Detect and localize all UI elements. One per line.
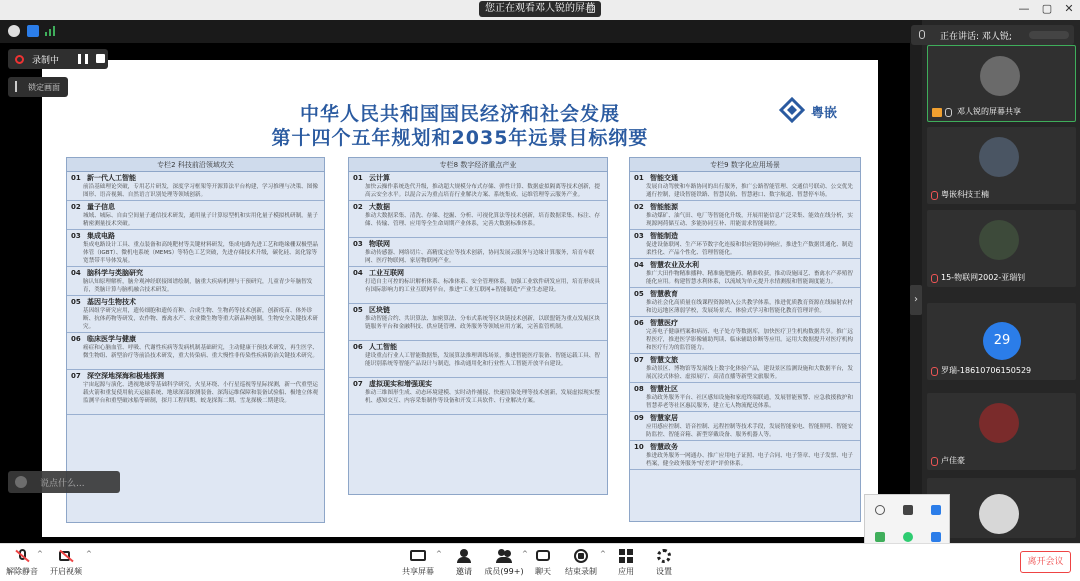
section-title-text: 物联网 xyxy=(369,240,390,248)
speaking-text: 正在讲话: 邓人锐; xyxy=(940,32,1012,42)
panel-section xyxy=(630,441,860,470)
view-options-icon[interactable] xyxy=(587,5,595,13)
section-title-text: 人工智能 xyxy=(369,343,397,351)
panel-section xyxy=(630,230,860,259)
mic-muted-icon xyxy=(931,274,938,283)
panel-section xyxy=(67,172,324,201)
section-number: 06 xyxy=(71,335,81,343)
section-title xyxy=(71,269,320,278)
section-title xyxy=(353,269,603,278)
stop-recording-label: 结束录制 xyxy=(565,567,597,576)
section-title-text: 智慧政务 xyxy=(650,443,678,451)
section-title-text: 智慧教育 xyxy=(650,290,678,298)
participant-tile[interactable] xyxy=(927,45,1076,122)
section-title xyxy=(634,319,856,328)
section-body: 宇宙起源与演化、透视地球等基础科学研究，火星环绕、小行星巡视等星际探测，新一代重型运载火箭和重复使用航天运输系统、地球深部探测装备、深海运维保障和装备试验船、极地立体观监测平台和重型破冰船等研制，探月工程四期、蛟龙探海二期、雪龙探极二期建设。 xyxy=(83,382,318,404)
invite-button[interactable] xyxy=(452,549,476,577)
panel-section xyxy=(67,370,324,415)
panel-section xyxy=(349,378,607,415)
section-title xyxy=(634,232,856,241)
screen-share-notice[interactable] xyxy=(479,1,601,17)
panel-section xyxy=(630,383,860,412)
section-title xyxy=(353,203,603,212)
lock-view-button[interactable] xyxy=(8,77,68,97)
logo-text: 粤嵌 xyxy=(811,106,838,121)
section-title xyxy=(353,240,603,249)
section-title xyxy=(71,232,320,241)
slide-title-line1: 中华人民共和国国民经济和社会发展 xyxy=(299,103,620,125)
section-title xyxy=(634,385,856,394)
panel-section xyxy=(349,238,607,267)
section-title-text: 新一代人工智能 xyxy=(87,174,136,182)
recording-icon xyxy=(15,55,24,64)
panel-header: 专栏2 科技前沿领域攻关 xyxy=(67,158,324,172)
section-title-text: 智慧社区 xyxy=(650,385,678,393)
shield-icon[interactable] xyxy=(875,532,885,542)
section-title xyxy=(71,298,320,307)
mic-muted-icon xyxy=(931,367,938,376)
section-number: 04 xyxy=(634,261,644,269)
section-title-text: 智能交通 xyxy=(650,174,678,182)
section-number: 08 xyxy=(634,385,644,393)
section-number: 06 xyxy=(353,343,363,351)
panel-digital-economy xyxy=(348,157,608,495)
panel-section xyxy=(630,259,860,288)
section-number: 07 xyxy=(634,356,644,364)
section-body: 加快云操作系统迭代升级，推动超大规模分布式存储、弹性计算、数据虚拟隔离等技术创新，提高云安全水平。以混合云为重点培育行业解决方案、系统集成、运维管理等云服务产业。 xyxy=(365,184,600,198)
participant-name: 邓人锐的屏幕共享 xyxy=(957,107,1021,116)
participants-button[interactable] xyxy=(484,549,524,577)
pause-recording-button[interactable] xyxy=(78,54,88,64)
section-body: 建设重点行业人工智能数据集，发展算法推理训练场景，推进智能医疗装备、智能运载工具、智能识别系统等智能产品设计与制造，推动通用化和行业性人工智能开放平台建设。 xyxy=(365,353,600,367)
leave-meeting-button[interactable]: 离开会议 xyxy=(1020,551,1071,573)
panel-section xyxy=(630,172,860,201)
section-title xyxy=(634,203,856,212)
info-icon[interactable] xyxy=(8,25,20,37)
section-body: 推动社会化高质量在线课程资源纳入公共教学体系，推进优质教育资源在线辐射农村和边远地区薄弱学校，发展场景式、体验式学习和智能化教育管理评价。 xyxy=(646,300,853,314)
mic-muted-icon xyxy=(14,549,30,563)
participants-label: 成员(99+) xyxy=(484,567,524,576)
section-number: 03 xyxy=(634,232,644,240)
panel-section xyxy=(349,201,607,238)
section-body: 打造自主可控的标识解析体系、标准体系、安全管理体系，加强工业软件研发应用，培育形成具有国际影响力的工业互联网平台，推进"工业互联网+智能制造"产业生态建设。 xyxy=(365,279,600,293)
section-title xyxy=(353,343,603,352)
panel-section xyxy=(630,288,860,317)
panel-section xyxy=(67,296,324,333)
unmute-label: 解除静音 xyxy=(6,567,38,576)
section-number: 02 xyxy=(634,203,644,211)
section-title-text: 智慧文旅 xyxy=(650,356,678,364)
panel-section xyxy=(349,172,607,201)
participant-tile[interactable] xyxy=(927,210,1076,287)
panel-section xyxy=(349,267,607,304)
section-title xyxy=(353,380,603,389)
section-body: 推广大田作物精准播种、精准施肥施药、精准收获，推动设施园艺、畜禽水产养殖智能化应用。构建智慧水利体系，以流域为单元提升水情测报和智能调度能力。 xyxy=(646,271,853,285)
participant-name: 卢佳豪 xyxy=(941,456,965,465)
section-number: 02 xyxy=(71,203,81,211)
chevron-up-icon[interactable]: ^ xyxy=(522,550,528,558)
section-title-text: 区块链 xyxy=(369,306,390,314)
chevron-up-icon[interactable]: ^ xyxy=(600,550,606,558)
share-screen-label: 共享屏幕 xyxy=(402,567,434,576)
section-number: 10 xyxy=(634,443,644,451)
section-body: 城域、城际、自由空间量子通信技术研发，通用量子计算原型机和实用化量子模拟机研制，量子精密测量技术突破。 xyxy=(83,213,318,227)
section-number: 03 xyxy=(71,232,81,240)
section-title-text: 大数据 xyxy=(369,203,390,211)
section-body: 推动景区、博物馆等发展线上数字化体验产品，建设景区监测设施和大数据平台，发展沉浸式体验、虚拟展厅、高清直播等新型文旅服务。 xyxy=(646,366,853,380)
start-video-button[interactable] xyxy=(50,549,82,577)
signal-icon[interactable] xyxy=(45,26,56,36)
wifi-icon[interactable] xyxy=(875,505,885,515)
section-number: 04 xyxy=(71,269,81,277)
participant-tile[interactable] xyxy=(927,303,1076,380)
section-title xyxy=(71,174,320,183)
section-body: 推动智能合约、共识算法、加密算法、分布式系统等区块链技术创新，以联盟链为重点发展区块链服务平台和金融科技、供应链管理、政务服务等领域应用方案，完善监管机制。 xyxy=(365,316,600,330)
participant-name: 15-物联网2002-亚瑞钊 xyxy=(941,273,1026,282)
share-notice-text: 您正在观看邓人锐的屏幕 xyxy=(485,3,595,14)
section-title-text: 脑科学与类脑研究 xyxy=(87,269,143,277)
section-title xyxy=(71,203,320,212)
section-number: 09 xyxy=(634,414,644,422)
section-number: 05 xyxy=(71,298,81,306)
emoji-icon[interactable] xyxy=(15,476,27,488)
panel-section xyxy=(630,317,860,354)
section-title-text: 智能制造 xyxy=(650,232,678,240)
section-title xyxy=(634,356,856,365)
lock-view-label: 锁定画面 xyxy=(28,83,60,92)
apps-label: 应用 xyxy=(618,567,634,576)
section-body: 基因组学研究应用，遗传细胞和遗传育种、合成生物、生物药等技术创新，创新疫苗、体外诊断、抗体药物等研发，农作物、畜禽水产、农业微生物等重大新品种创制，生物安全关键技术研究。 xyxy=(83,308,318,330)
section-body: 脑认知原理解析，脑介观神经联接图谱绘制，脑重大疾病机理与干预研究，儿童青少年脑智发育，类脑计算与脑机融合技术研发。 xyxy=(83,279,313,293)
chat-icon xyxy=(535,549,551,563)
section-number: 07 xyxy=(71,372,81,380)
panel-section xyxy=(67,230,324,267)
share-screen-icon xyxy=(410,549,426,563)
avatar xyxy=(979,494,1019,534)
recording-controls xyxy=(8,49,108,69)
participants-icon xyxy=(496,549,512,563)
avatar xyxy=(979,403,1019,443)
unmute-button[interactable] xyxy=(6,549,38,577)
avatar: 29 xyxy=(983,322,1021,360)
section-number: 06 xyxy=(634,319,644,327)
app-icon[interactable] xyxy=(903,505,913,515)
section-body: 发展自动驾驶和车路协同的出行服务，推广公路智能管理、交通信号联动、公交优先通行控制，建设智能铁路、智慧民航、智慧港口、数字航道、智慧停车场。 xyxy=(646,184,853,198)
section-title-text: 临床医学与健康 xyxy=(87,335,136,343)
settings-button[interactable] xyxy=(652,549,676,577)
maximize-button[interactable]: ▢ xyxy=(1041,2,1053,15)
section-title-text: 工业互联网 xyxy=(369,269,404,277)
section-number: 05 xyxy=(634,290,644,298)
app-icon[interactable] xyxy=(931,532,941,542)
apps-button[interactable] xyxy=(614,549,638,577)
section-number: 01 xyxy=(634,174,644,182)
section-title xyxy=(71,372,320,381)
logo-mark-icon xyxy=(777,95,807,125)
invite-icon xyxy=(456,549,472,563)
section-body: 推动大数据采集、清洗、存储、挖掘、分析、可视化算法等技术创新，培育数据采集、标注、存储、传输、管理、应用等全生命周期产业体系，完善大数据标准体系。 xyxy=(365,213,600,227)
section-title-text: 虚拟现实和增强现实 xyxy=(369,380,432,388)
active-speaker-bar xyxy=(911,25,1074,45)
chat-button[interactable] xyxy=(532,549,554,577)
panel-tech-frontier xyxy=(66,157,325,523)
section-number: 05 xyxy=(353,306,363,314)
section-body: 推动煤矿、油气田、电厂等智能化升级，开展用能信息广泛采集、能效在线分析，实现源网荷储互动、多能协同互补、用能需求智能调控。 xyxy=(646,213,853,227)
avatar xyxy=(980,56,1020,96)
speaking-indicator xyxy=(1029,31,1069,39)
microphone-icon xyxy=(919,30,925,39)
shared-screen xyxy=(0,43,910,543)
stop-recording-toolbar-button[interactable] xyxy=(564,549,598,577)
share-screen-button[interactable] xyxy=(402,549,434,577)
company-logo xyxy=(777,95,869,125)
section-number: 01 xyxy=(353,174,363,182)
panel-digital-scenarios xyxy=(629,157,861,522)
microphone-icon xyxy=(945,108,952,117)
section-body: 推动传感器、网络切片、高精度定位等技术创新，协同发展云服务与边缘计算服务，培育车联网、医疗物联网、家居物联网产业。 xyxy=(365,250,595,264)
panel-header: 专栏8 数字经济重点产业 xyxy=(349,158,607,172)
section-body: 癌症和心脑血管、呼吸、代谢性疾病等发病机制基础研究，主动健康干预技术研发，再生医学、微生物组、新型治疗等前沿技术研发，重大传染病、重大慢性非传染性疾病防治关键技术研究。 xyxy=(83,345,318,359)
section-body: 推动政务服务平台、社区感知设施和家庭终端联通，发展智能预警、应急救援救护和智慧养老等社区惠民服务，建立无人物流配送体系。 xyxy=(646,395,853,409)
gear-icon xyxy=(656,549,672,563)
panel-section xyxy=(630,412,860,441)
slide-title xyxy=(42,102,878,150)
chevron-up-icon[interactable]: ^ xyxy=(37,550,43,558)
shield-icon[interactable] xyxy=(27,25,39,37)
section-title xyxy=(353,306,603,315)
section-number: 07 xyxy=(353,380,363,388)
participant-name: 罗瑞-18610706150529 xyxy=(941,366,1032,375)
participant-tile[interactable] xyxy=(927,393,1076,470)
collapse-sidebar-button[interactable]: › xyxy=(910,285,922,315)
section-title-text: 智慧家居 xyxy=(650,414,678,422)
section-title-text: 基因与生物技术 xyxy=(87,298,136,306)
slide-title-line2: 第十四个五年规划和2035年远景目标纲要 xyxy=(271,127,649,149)
section-number: 01 xyxy=(71,174,81,182)
chevron-up-icon[interactable]: ^ xyxy=(436,550,442,558)
section-body: 应用感应控制、语音控制、远程控制等技术手段，发展智能家电、智能照明、智能安防监控、智能音箱、新型穿戴设备、服务机器人等。 xyxy=(646,424,853,438)
panel-section xyxy=(630,354,860,383)
section-body: 促进设备联网、生产环节数字化连接和供应链协同响应，推进生产数据贯通化、制造柔性化、产品个性化、管理智能化。 xyxy=(646,242,853,256)
panel-section xyxy=(67,267,324,296)
screen-share-icon xyxy=(932,108,942,117)
section-body: 完善电子健康档案和病历、电子处方等数据库，加快医疗卫生机构数据共享。推广远程医疗，推进医学影像辅助判读、临床辅助诊断等应用。运用大数据提升对医疗机构和医疗行为的监管能力。 xyxy=(646,329,853,351)
stop-recording-button[interactable] xyxy=(96,54,105,63)
start-video-label: 开启视频 xyxy=(50,567,82,576)
apps-icon xyxy=(618,549,634,563)
window-title-bar xyxy=(0,0,1080,20)
invite-label: 邀请 xyxy=(456,567,472,576)
participant-name: 粤嵌科技王楠 xyxy=(941,190,989,199)
slide xyxy=(42,60,878,537)
section-title-text: 深空深地深海和极地探测 xyxy=(87,372,164,380)
video-off-icon xyxy=(58,549,74,563)
mic-muted-icon xyxy=(931,457,938,466)
section-title xyxy=(634,414,856,423)
section-body: 集成电路设计工具、重点装备和高纯靶材等关键材料研发，集成电路先进工艺和绝缘栅双极型晶体管（IGBT）、微机电系统（MEMS）等特色工艺突破，先进存储技术升级，碳化硅、氮化镓等宽禁带半导体发展。 xyxy=(83,242,318,264)
settings-label: 设置 xyxy=(656,567,672,576)
bluetooth-icon[interactable] xyxy=(931,505,941,515)
section-title-text: 集成电路 xyxy=(87,232,115,240)
chevron-up-icon[interactable]: ^ xyxy=(86,550,92,558)
section-title xyxy=(634,261,856,270)
section-title xyxy=(71,335,320,344)
wechat-icon[interactable] xyxy=(903,532,913,542)
section-body: 推动三维图形生成、动态环境建模、实时动作捕捉、快速渲染处理等技术创新，发展虚拟现实整机、感知交互、内容采集制作等设备和开发工具软件、行业解决方案。 xyxy=(365,390,600,404)
panel-section xyxy=(349,304,607,341)
section-title-text: 智慧医疗 xyxy=(650,319,678,327)
section-number: 03 xyxy=(353,240,363,248)
minimize-button[interactable]: — xyxy=(1018,2,1030,15)
section-title xyxy=(634,290,856,299)
section-title-text: 智能能源 xyxy=(650,203,678,211)
mic-muted-icon xyxy=(931,191,938,200)
section-title xyxy=(634,443,856,452)
panel-section xyxy=(67,201,324,230)
chat-input[interactable] xyxy=(8,471,120,493)
section-title xyxy=(353,174,603,183)
avatar xyxy=(979,137,1019,177)
chat-placeholder: 说点什么... xyxy=(40,479,85,489)
panel-header: 专栏9 数字化应用场景 xyxy=(630,158,860,172)
section-title-text: 量子信息 xyxy=(87,203,115,211)
section-number: 04 xyxy=(353,269,363,277)
participant-tile[interactable] xyxy=(927,127,1076,204)
recording-label: 录制中 xyxy=(32,56,60,66)
panel-section xyxy=(67,333,324,370)
section-title-text: 云计算 xyxy=(369,174,390,182)
close-button[interactable]: ✕ xyxy=(1064,2,1074,15)
section-title-text: 智慧农业及水利 xyxy=(650,261,699,269)
panel-section xyxy=(630,201,860,230)
record-icon xyxy=(573,549,589,563)
section-number: 02 xyxy=(353,203,363,211)
pin-icon xyxy=(15,81,23,92)
section-body: 推进政务服务一网通办、推广应用电子证照、电子合同、电子签章、电子发票、电子档案，健全政务服务"好差评"评价体系。 xyxy=(646,453,853,467)
meeting-toolbar xyxy=(0,543,1080,581)
avatar xyxy=(979,220,1019,260)
section-title xyxy=(634,174,856,183)
panel-section xyxy=(349,341,607,378)
section-body: 前沿基础理论突破，专用芯片研发，深度学习框架等开源算法平台构建，学习推理与决策、图像图形、语音视频、自然语言识别处理等领域创新。 xyxy=(83,184,318,198)
chat-label: 聊天 xyxy=(535,567,551,576)
